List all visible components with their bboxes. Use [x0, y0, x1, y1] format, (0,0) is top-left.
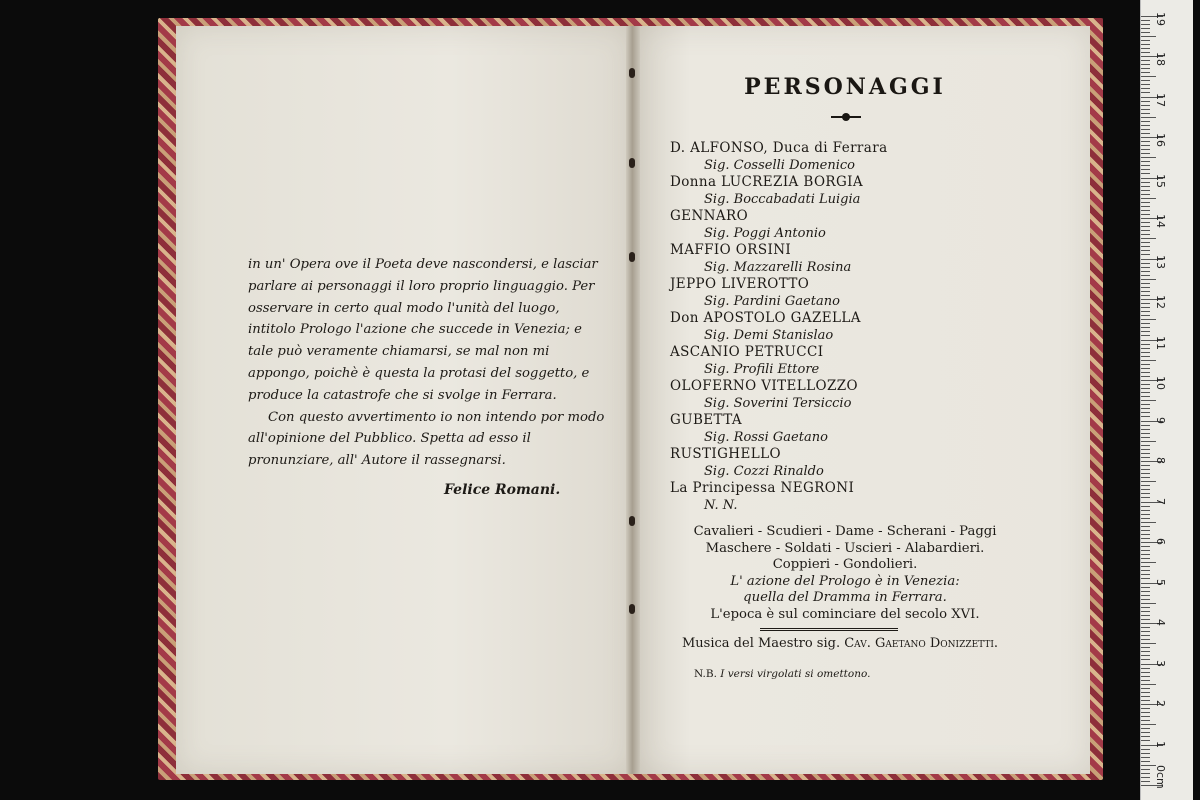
ruler-label: 13 [1154, 254, 1167, 269]
ruler-tick [1141, 129, 1150, 130]
ruler-tick [1141, 250, 1150, 251]
cast-singer: Sig. Mazzarelli Rosina [704, 260, 852, 275]
cast-role: JEPPO LIVEROTTO [670, 276, 810, 292]
cast-role: RUSTIGHELLO [670, 446, 781, 462]
ruler-tick [1141, 263, 1150, 264]
ruler-tick [1141, 611, 1150, 612]
ruler-tick [1141, 238, 1156, 239]
ruler-tick [1141, 344, 1150, 345]
ruler-tick [1141, 429, 1150, 430]
ruler-label: 19 [1154, 11, 1167, 26]
ruler-tick [1141, 457, 1150, 458]
ruler-tick [1141, 481, 1156, 482]
ruler-label: 18 [1154, 52, 1167, 66]
ruler-tick [1141, 728, 1150, 729]
ruler-tick [1141, 307, 1150, 308]
ruler-tick [1141, 655, 1150, 656]
ruler-tick [1141, 331, 1150, 332]
ruler-tick [1141, 40, 1150, 41]
ruler-tick [1141, 28, 1150, 29]
ruler-tick [1141, 352, 1150, 353]
ruler-tick [1141, 700, 1150, 701]
ruler-label: 17 [1154, 92, 1167, 107]
ruler-tick [1141, 449, 1150, 450]
ruler-tick [1141, 275, 1150, 276]
ruler-tick [1141, 226, 1150, 227]
ruler-tick [1141, 109, 1150, 110]
ruler-tick [1141, 92, 1150, 93]
ruler-tick [1141, 48, 1150, 49]
ruler-tick [1141, 404, 1150, 405]
ruler-tick [1141, 72, 1150, 73]
cast-role: Don APOSTOLO GAZELLA [670, 310, 861, 326]
ruler-tick [1141, 684, 1156, 685]
binding-stitch [629, 252, 635, 262]
ruler-tick [1141, 60, 1150, 61]
ruler-tick [1141, 20, 1150, 21]
ruler-tick [1141, 368, 1150, 369]
binding-stitch [629, 68, 635, 78]
ruler-tick [1141, 392, 1150, 393]
ruler-tick [1141, 182, 1150, 183]
ruler-tick [1141, 485, 1150, 486]
epoch-line: L'epoca è sul cominciare del secolo XVI. [710, 606, 980, 622]
ruler-tick [1141, 692, 1150, 693]
page-title: PERSONAGGI [744, 74, 946, 100]
cast-role: ASCANIO PETRUCCI [670, 344, 824, 360]
ruler-tick [1141, 210, 1150, 211]
ruler-tick [1141, 412, 1150, 413]
preface-text [248, 254, 608, 472]
ruler-tick [1141, 599, 1150, 600]
ruler-tick [1141, 538, 1150, 539]
ruler-tick [1141, 659, 1150, 660]
ruler-tick [1141, 635, 1150, 636]
ruler-tick [1141, 546, 1150, 547]
ruler-tick [1141, 105, 1150, 106]
ruler-label: 9 [1154, 416, 1167, 424]
ruler-tick [1141, 720, 1150, 721]
cast-role: D. ALFONSO, Duca di Ferrara [670, 140, 888, 156]
ruler-tick [1141, 558, 1150, 559]
ruler-label: 11 [1154, 335, 1167, 350]
ruler-tick [1141, 283, 1150, 284]
ruler-tick [1141, 287, 1150, 288]
ruler-label: 12 [1154, 295, 1167, 309]
ruler-label: 8 [1154, 457, 1167, 464]
ruler-tick [1141, 234, 1150, 235]
ruler-tick [1141, 724, 1156, 725]
ruler-tick [1141, 372, 1150, 373]
binding-stitch [629, 158, 635, 168]
ruler-tick [1141, 550, 1150, 551]
ruler-tick [1141, 315, 1150, 316]
ruler-tick [1141, 206, 1150, 207]
ruler-tick [1141, 376, 1150, 377]
ruler-tick [1141, 643, 1156, 644]
binding-stitch [629, 604, 635, 614]
ruler-tick [1141, 469, 1150, 470]
ruler-tick [1141, 757, 1150, 758]
cast-role: GUBETTA [670, 412, 743, 428]
music-credit [682, 636, 998, 651]
title-flourish [831, 116, 861, 118]
ruler-tick [1141, 173, 1150, 174]
ruler-tick [1141, 631, 1150, 632]
ruler-tick [1141, 607, 1150, 608]
ruler-tick [1141, 311, 1150, 312]
ruler-tick [1141, 453, 1150, 454]
ruler-label: 7 [1154, 497, 1167, 505]
ruler-tick [1141, 291, 1150, 292]
cast-singer: Sig. Pardini Gaetano [704, 294, 840, 309]
ruler-tick [1141, 254, 1150, 255]
ruler-tick [1141, 437, 1150, 438]
ruler-tick [1141, 157, 1156, 158]
ruler-tick [1141, 161, 1150, 162]
ruler-tick [1141, 425, 1150, 426]
preface-paragraph-1: in un' Opera ove il Poeta deve nascondersi, e lasciar parlare ai personaggi il loro proprio linguaggio. Per osservare in certo qual modo l'unità del luogo, intitolo Prologo l'azione che succede in Venezia; e tale può veramente chiamarsi, se mal non mi appongo, poichè è questa la protasi del soggetto, e produce la catastrofe che si svolge in Ferrara. [248, 257, 598, 403]
cast-singer: Sig. Poggi Antonio [704, 226, 826, 241]
extras-line: Maschere - Soldati - Uscieri - Alabardieri. [705, 540, 985, 556]
ruler-tick [1141, 153, 1150, 154]
cast-singer: Sig. Demi Stanislao [704, 328, 834, 343]
cast-singer: Sig. Boccabadati Luigia [704, 192, 861, 207]
ruler-label: 16 [1154, 133, 1167, 147]
ruler-label: 15 [1154, 173, 1167, 188]
cast-role: MAFFIO ORSINI [670, 242, 792, 258]
ruler-tick [1141, 113, 1150, 114]
ruler-tick [1141, 473, 1150, 474]
ruler-tick [1141, 400, 1156, 401]
ruler-tick [1141, 230, 1150, 231]
ruler-tick [1141, 522, 1156, 523]
setting-line: quella del Dramma in Ferrara. [743, 590, 947, 605]
ruler-tick [1141, 198, 1156, 199]
ruler-tick [1141, 696, 1150, 697]
ruler-tick [1141, 534, 1150, 535]
ruler-tick [1141, 489, 1150, 490]
ruler-label: 2 [1154, 700, 1167, 707]
ruler-tick [1141, 246, 1150, 247]
cast-singer: Sig. Cozzi Rinaldo [704, 464, 824, 479]
ruler-tick [1141, 242, 1150, 243]
ruler-tick [1141, 708, 1150, 709]
ruler-tick [1141, 76, 1156, 77]
cast-list [670, 140, 1070, 514]
measuring-ruler [1140, 0, 1193, 800]
ruler-tick [1141, 680, 1150, 681]
binding-stitch [629, 516, 635, 526]
ruler-tick [1141, 364, 1150, 365]
cast-singer: Sig. Soverini Tersiccio [704, 396, 852, 411]
ruler-tick [1141, 303, 1150, 304]
ruler-tick [1141, 165, 1150, 166]
ruler-tick [1141, 518, 1150, 519]
ruler-tick [1141, 769, 1150, 770]
ruler-tick [1141, 615, 1150, 616]
ruler-tick [1141, 271, 1150, 272]
cast-singer: Sig. Cosselli Domenico [704, 158, 855, 173]
ruler-tick [1141, 672, 1150, 673]
ruler-tick [1141, 619, 1150, 620]
ruler-tick [1141, 740, 1150, 741]
ruler-tick [1141, 688, 1150, 689]
nota-bene [694, 668, 870, 680]
setting-line: L' azione del Prologo è in Venezia: [730, 573, 960, 589]
ruler-tick [1141, 732, 1150, 733]
divider-rule [760, 628, 898, 629]
cast-role: Donna LUCREZIA BORGIA [670, 174, 864, 190]
divider-rule [760, 630, 898, 631]
preface-paragraph-2: Con questo avvertimento io non intendo por modo all'opinione del Pubblico. Spetta ad esso il pronunziare, all' Autore il rassegnarsi. [248, 409, 605, 469]
ruler-tick [1141, 202, 1150, 203]
music-prefix: Musica del Maestro sig. [682, 636, 841, 651]
ruler-tick [1141, 68, 1150, 69]
ruler-tick [1141, 327, 1150, 328]
ruler-tick [1141, 384, 1150, 385]
composer-name: Cav. Gaetano Donizzetti. [844, 636, 999, 651]
ruler-tick [1141, 554, 1150, 555]
ruler-tick [1141, 186, 1150, 187]
ruler-tick [1141, 52, 1150, 53]
extras-line: Coppieri - Gondolieri. [772, 557, 918, 572]
ruler-tick [1141, 445, 1150, 446]
ruler-tick [1141, 396, 1150, 397]
cast-singer: Sig. Rossi Gaetano [704, 430, 828, 445]
ruler-tick [1141, 562, 1156, 563]
ruler-tick [1141, 603, 1156, 604]
ruler-tick [1141, 712, 1150, 713]
ruler-tick [1141, 36, 1156, 37]
cast-singer: N. N. [704, 498, 738, 513]
chorus-and-setting [660, 524, 1030, 623]
ruler-tick [1141, 777, 1150, 778]
cast-role: GENNARO [670, 208, 749, 224]
ruler-tick [1141, 477, 1150, 478]
ruler-tick [1141, 716, 1150, 717]
ruler-tick [1141, 190, 1150, 191]
extras-line: Cavalieri - Scudieri - Dame - Scherani - Paggi [693, 524, 997, 539]
ruler-tick [1141, 566, 1150, 567]
ruler-tick [1141, 510, 1150, 511]
ruler-tick [1141, 64, 1150, 65]
ruler-tick [1141, 574, 1150, 575]
ruler-tick [1141, 753, 1150, 754]
ruler-tick [1141, 749, 1150, 750]
ruler-tick [1141, 84, 1150, 85]
ruler-label: 14 [1154, 214, 1167, 228]
ruler-tick [1141, 194, 1150, 195]
ruler-tick [1141, 360, 1156, 361]
ruler-tick [1141, 761, 1150, 762]
ruler-tick [1141, 149, 1150, 150]
ruler-tick [1141, 647, 1150, 648]
author-signature: Felice Romani. [444, 482, 561, 498]
ruler-tick [1141, 773, 1150, 774]
ruler-tick [1141, 591, 1150, 592]
ruler-tick [1141, 497, 1150, 498]
ruler-tick [1141, 267, 1150, 268]
ruler-tick [1141, 295, 1150, 296]
ruler-tick [1141, 88, 1150, 89]
ruler-tick [1141, 465, 1150, 466]
ruler-tick [1141, 587, 1150, 588]
ruler-tick [1141, 514, 1150, 515]
ruler-tick [1141, 24, 1150, 25]
ruler-tick [1141, 145, 1150, 146]
ruler-tick [1141, 222, 1150, 223]
book-gutter [626, 26, 640, 774]
nb-label: N.B. [694, 668, 717, 680]
ruler-tick [1141, 388, 1150, 389]
ruler-tick [1141, 348, 1150, 349]
ruler-tick [1141, 676, 1150, 677]
ruler-tick [1141, 169, 1150, 170]
ruler-label: 4 [1154, 619, 1167, 626]
ruler-tick [1141, 639, 1150, 640]
ruler-label: 6 [1154, 538, 1167, 545]
ruler-tick [1141, 214, 1150, 215]
ruler-label: 10 [1154, 376, 1167, 390]
ruler-label: 0cm [1154, 765, 1167, 789]
ruler-label: 3 [1154, 659, 1167, 667]
ruler-tick [1141, 80, 1150, 81]
ruler-tick [1141, 736, 1150, 737]
ruler-tick [1141, 408, 1150, 409]
ruler-tick [1141, 141, 1150, 142]
ruler-tick [1141, 433, 1150, 434]
ruler-tick [1141, 570, 1150, 571]
ruler-tick [1141, 117, 1156, 118]
ruler-tick [1141, 416, 1150, 417]
ruler-tick [1141, 125, 1150, 126]
ruler-tick [1141, 335, 1150, 336]
ruler-tick [1141, 441, 1156, 442]
ruler-tick [1141, 578, 1150, 579]
cast-role: OLOFERNO VITELLOZZO [670, 378, 859, 394]
ruler-label: 1 [1154, 740, 1167, 748]
ruler-tick [1141, 356, 1150, 357]
ruler-tick [1141, 651, 1150, 652]
ruler-tick [1141, 32, 1150, 33]
ruler-tick [1141, 319, 1156, 320]
cast-role: La Principessa NEGRONI [670, 480, 855, 496]
ruler-tick [1141, 323, 1150, 324]
ruler-tick [1141, 627, 1150, 628]
cast-singer: Sig. Profili Ettore [704, 362, 820, 377]
ruler-tick [1141, 493, 1150, 494]
ruler-tick [1141, 506, 1150, 507]
ruler-tick [1141, 595, 1150, 596]
ruler-label: 5 [1154, 578, 1167, 586]
ruler-tick [1141, 121, 1150, 122]
ruler-tick [1141, 530, 1150, 531]
ruler-tick [1141, 668, 1150, 669]
ruler-tick [1141, 44, 1150, 45]
ruler-tick [1141, 101, 1150, 102]
ruler-tick [1141, 279, 1156, 280]
ruler-tick [1141, 781, 1150, 782]
ruler-tick [1141, 133, 1150, 134]
ruler-tick [1141, 526, 1150, 527]
nb-text: I versi virgolati si omettono. [720, 668, 871, 680]
